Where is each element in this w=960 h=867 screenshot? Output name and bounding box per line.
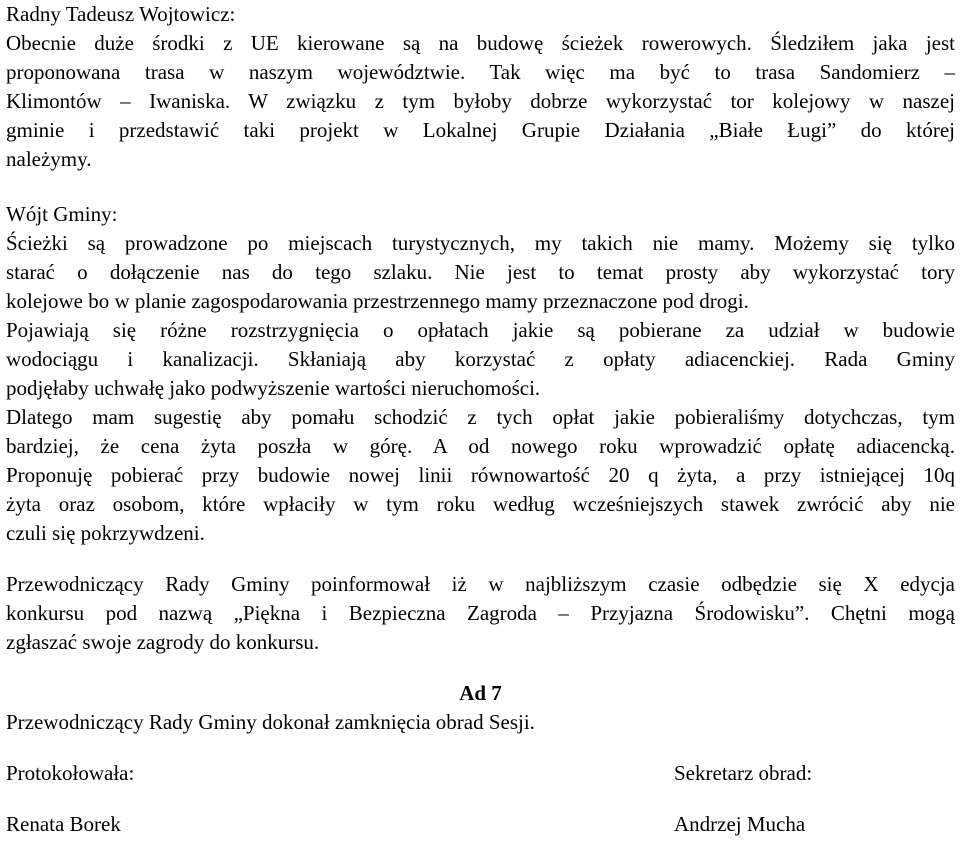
spacer [6,548,955,570]
paragraph-line: kolejowe bo w planie zagospodarowania przestrzennego mamy przeznaczone pod drogi. [6,289,749,313]
spacer [6,174,955,200]
paragraph-line: należymy. [6,147,92,171]
paragraph-line: Przewodniczący Rady Gminy poinformował iż w najbliższym czasie odbędzie się X edycja [6,572,955,596]
signature-names-row [6,810,955,839]
paragraph-line: żyta oraz osobom, które wpłaciły w tym roku według wcześniejszych stawek zwrócić aby nie [6,492,955,516]
agenda-item-heading: Ad 7 [459,681,502,705]
paragraph-line: czuli się pokrzywdzeni. [6,521,205,545]
closing-statement: Przewodniczący Rady Gminy dokonał zamknięcia obrad Sesji. [6,710,535,734]
paragraph-line: zgłaszać swoje zagrody do konkursu. [6,630,320,654]
paragraph-line: Obecnie duże środki z UE kierowane są na budowę ścieżek rowerowych. Śledziłem jaka jest [6,31,955,55]
recorder-name: Renata Borek [6,812,121,836]
secretary-name: Andrzej Mucha [674,812,806,836]
paragraph-line: Pojawiają się różne rozstrzygnięcia o opłatach jakie są pobierane za udział w budowie [6,318,955,342]
signature-roles-row [6,759,955,788]
paragraph-line: gminie i przedstawić taki projekt w Lokalnej Grupie Działania „Białe Ługi” do której [6,118,955,142]
paragraph-line: podjęłaby uchwałę jako podwyższenie wartości nieruchomości. [6,376,541,400]
paragraph-line: Ścieżki są prowadzone po miejscach turystycznych, my takich nie mamy. Możemy się tylko [6,231,955,255]
spacer [6,737,955,759]
recorder-role: Protokołowała: [6,761,135,785]
secretary-role: Sekretarz obrad: [674,761,813,785]
speaker-heading: Radny Tadeusz Wojtowicz: [6,2,236,26]
document-page [6,0,955,839]
spacer [6,788,955,810]
paragraph-line: wodociągu i kanalizacji. Skłaniają aby korzystać z opłaty adiacenckiej. Rada Gminy [6,347,955,371]
paragraph-line: proponowana trasa w naszym województwie. Tak więc ma być to trasa Sandomierz – [6,60,955,84]
paragraph-line: Dlatego mam sugestię aby pomału schodzić z tych opłat jakie pobieraliśmy dotychczas, tym [6,405,955,429]
spacer [6,657,955,679]
paragraph-line: konkursu pod nazwą „Piękna i Bezpieczna Zagroda – Przyjazna Środowisku”. Chętni mogą [6,601,955,625]
paragraph-line: starać o dołączenie nas do tego szlaku. Nie jest to temat prosty aby wykorzystać tory [6,260,955,284]
paragraph-line: bardziej, że cena żyta poszła w górę. A od nowego roku wprowadzić opłatę adiacencką. [6,434,955,458]
speaker-heading: Wójt Gminy: [6,202,118,226]
paragraph-line: Proponuję pobierać przy budowie nowej linii równowartość 20 q żyta, a przy istniejącej 10q [6,463,955,487]
paragraph-line: Klimontów – Iwaniska. W związku z tym byłoby dobrze wykorzystać tor kolejowy w naszej [6,89,955,113]
